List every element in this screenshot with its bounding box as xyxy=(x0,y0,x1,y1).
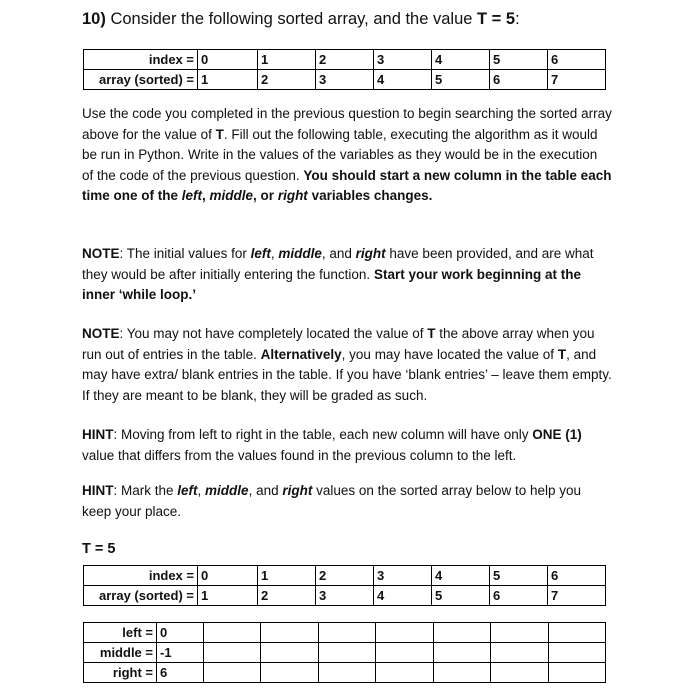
text: , or xyxy=(253,188,278,203)
text: have been provided, and are what they would be after initially entering the function. xyxy=(82,246,594,282)
entry-cell[interactable] xyxy=(204,623,261,643)
text: , xyxy=(197,483,206,498)
entry-cell[interactable] xyxy=(491,663,548,683)
index-cell: 2 xyxy=(316,50,374,70)
left-var: left xyxy=(250,246,271,261)
heading-colon: : xyxy=(515,10,520,28)
entry-cell[interactable] xyxy=(376,643,433,663)
entry-cell[interactable] xyxy=(204,643,261,663)
right-initial: 6 xyxy=(157,663,204,683)
hint-one-value xyxy=(82,425,612,466)
entry-cell[interactable] xyxy=(491,623,548,643)
right-var: right xyxy=(355,246,386,261)
question-heading xyxy=(82,10,520,29)
hint-label: HINT xyxy=(82,427,114,442)
value-cell: 4 xyxy=(374,586,432,606)
entry-cell[interactable] xyxy=(433,623,490,643)
text: ONE (1) xyxy=(532,427,582,442)
index-cell: 3 xyxy=(374,566,432,586)
values-row xyxy=(84,70,606,90)
entry-cell[interactable] xyxy=(376,663,433,683)
index-cell: 6 xyxy=(548,50,606,70)
text: variables changes. xyxy=(307,188,433,203)
values-row xyxy=(84,586,606,606)
index-cell: 1 xyxy=(258,50,316,70)
index-row xyxy=(84,566,606,586)
middle-var: middle xyxy=(278,246,322,261)
question-number: 10) xyxy=(82,10,106,28)
text: , and xyxy=(248,483,283,498)
middle-var: middle xyxy=(209,188,254,203)
middle-initial: -1 xyxy=(157,643,204,663)
text: Alternatively xyxy=(260,346,342,362)
text: , you may have located the value of xyxy=(341,346,558,362)
entry-cell[interactable] xyxy=(318,643,375,663)
trace-table xyxy=(83,622,606,683)
middle-row xyxy=(84,643,606,663)
t-label: T = 5 xyxy=(82,541,116,557)
value-cell: 7 xyxy=(548,586,606,606)
text: values on the sorted array below to help you keep your place. xyxy=(82,483,582,519)
right-var: right xyxy=(277,188,308,203)
text: Start your work beginning at the inner ‘while loop.’ xyxy=(82,266,581,302)
text: : Mark the xyxy=(113,483,178,498)
array-label: array (sorted) = xyxy=(84,70,198,90)
instructions-paragraph xyxy=(82,104,612,207)
entry-cell[interactable] xyxy=(491,643,548,663)
entry-cell[interactable] xyxy=(318,663,375,683)
text: : The initial values for xyxy=(119,246,251,261)
text: . Fill out the following table, executing the algorithm as it would be run in Python. Write in the values of the variables as they would be in the execution of the code of the previous question. xyxy=(82,126,598,183)
index-cell: 5 xyxy=(490,566,548,586)
left-initial: 0 xyxy=(157,623,204,643)
index-cell: 0 xyxy=(198,566,258,586)
index-cell: 3 xyxy=(374,50,432,70)
entry-cell[interactable] xyxy=(318,623,375,643)
note-blank-entries xyxy=(82,324,612,406)
sorted-array-table xyxy=(83,49,606,90)
text: , xyxy=(270,246,279,261)
index-cell: 0 xyxy=(198,50,258,70)
left-row xyxy=(84,623,606,643)
index-cell: 1 xyxy=(258,566,316,586)
index-cell: 4 xyxy=(432,50,490,70)
entry-cell[interactable] xyxy=(548,623,605,643)
value-cell: 1 xyxy=(198,70,258,90)
index-row xyxy=(84,50,606,70)
sorted-array-table-2 xyxy=(83,565,606,606)
entry-cell[interactable] xyxy=(548,663,605,683)
text: You should start a new column in the table each time one of the xyxy=(82,167,612,203)
index-cell: 4 xyxy=(432,566,490,586)
left-var: left xyxy=(177,483,198,498)
index-label: index = xyxy=(84,50,198,70)
entry-cell[interactable] xyxy=(433,663,490,683)
entry-cell[interactable] xyxy=(548,643,605,663)
value-cell: 6 xyxy=(490,586,548,606)
value-cell: 3 xyxy=(316,70,374,90)
right-var: right xyxy=(282,483,313,498)
hint-label: HINT xyxy=(82,483,114,498)
value-cell: 4 xyxy=(374,70,432,90)
right-label: right = xyxy=(84,663,157,683)
value-cell: 2 xyxy=(258,586,316,606)
value-cell: 5 xyxy=(432,70,490,90)
left-var: left xyxy=(181,188,203,203)
middle-label: middle = xyxy=(84,643,157,663)
text: : Moving from left to right in the table, each new column will have only xyxy=(113,427,533,442)
array-label: array (sorted) = xyxy=(84,586,198,606)
t-variable: T xyxy=(427,326,436,341)
text: value that differs from the values found in the previous column to the left. xyxy=(82,447,517,463)
text: : You may not have completely located the value of xyxy=(119,326,428,341)
value-cell: 2 xyxy=(258,70,316,90)
value-cell: 3 xyxy=(316,586,374,606)
t-variable: T xyxy=(215,126,224,142)
value-cell: 6 xyxy=(490,70,548,90)
right-row xyxy=(84,663,606,683)
note-label: NOTE xyxy=(82,326,120,341)
value-cell: 1 xyxy=(198,586,258,606)
left-label: left = xyxy=(84,623,157,643)
value-cell: 5 xyxy=(432,586,490,606)
index-label: index = xyxy=(84,566,198,586)
hint-mark-values xyxy=(82,481,612,522)
index-cell: 5 xyxy=(490,50,548,70)
entry-cell[interactable] xyxy=(261,663,318,683)
entry-cell[interactable] xyxy=(433,643,490,663)
middle-var: middle xyxy=(205,483,249,498)
question-text: Consider the following sorted array, and the value xyxy=(105,10,478,28)
text: , and may have extra/ blank entries in the table. If you have ‘blank entries’ – leave them empty. If they are meant to be blank, they will be graded as such. xyxy=(82,346,612,403)
index-cell: 6 xyxy=(548,566,606,586)
text: the above array when you run out of entries in the table. xyxy=(82,326,595,362)
entry-cell[interactable] xyxy=(261,623,318,643)
entry-cell[interactable] xyxy=(261,643,318,663)
entry-cell[interactable] xyxy=(376,623,433,643)
t-variable: T xyxy=(557,346,567,362)
text: , xyxy=(202,188,210,203)
text: Use the code you completed in the previous question to begin searching the sorted array above for the value of xyxy=(82,106,612,142)
value-cell: 7 xyxy=(548,70,606,90)
target-value: T = 5 xyxy=(477,10,516,28)
note-initial-values xyxy=(82,244,612,306)
note-label: NOTE xyxy=(82,246,120,261)
entry-cell[interactable] xyxy=(204,663,261,683)
index-cell: 2 xyxy=(316,566,374,586)
text: , and xyxy=(321,246,356,261)
